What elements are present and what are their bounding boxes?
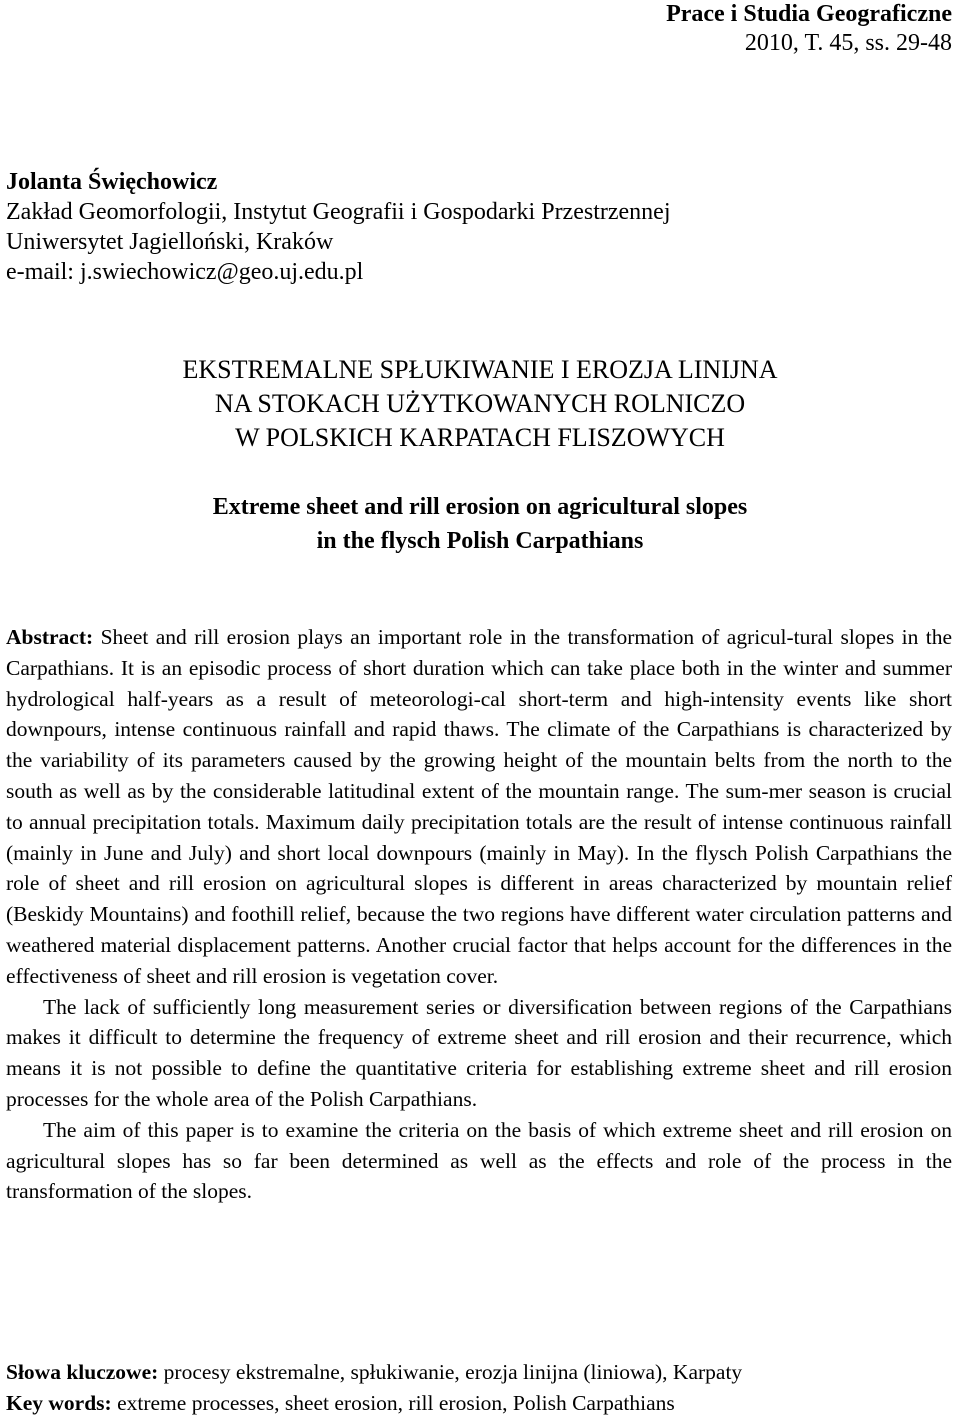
author-affiliation-2: Uniwersytet Jagielloński, Kraków — [6, 229, 334, 255]
title-polish-line: EKSTREMALNE SPŁUKIWANIE I EROZJA LINIJNA — [182, 355, 778, 384]
keywords-english — [6, 1388, 952, 1419]
author-affiliation-1: Zakład Geomorfologii, Instytut Geografii i Gospodarki Przestrzennej — [6, 199, 671, 225]
author-email: e-mail: j.swiechowicz@geo.uj.edu.pl — [6, 259, 364, 285]
abstract-intro: Sheet and rill erosion plays an important role in the transformation of agricul-tural slopes in the Carpathians. — [6, 625, 953, 680]
abstract-paragraph-3: The aim of this paper is to examine the criteria on the basis of which extreme sheet and rill erosion on agricultural slopes has so far been determined as well as the effects and role of the process in the transformation of the slopes. — [6, 1117, 952, 1204]
keywords-polish-text: procesy ekstremalne, spłukiwanie, erozja linijna (liniowa), Karpaty — [163, 1360, 743, 1384]
journal-name: Prace i Studia Geograficzne — [666, 1, 952, 27]
abstract — [6, 622, 952, 1207]
title-polish-line: W POLSKICH KARPATACH FLISZOWYCH — [235, 423, 725, 452]
title-polish-line: NA STOKACH UŻYTKOWANYCH ROLNICZO — [214, 389, 746, 418]
abstract-paragraph-2: The lack of sufficiently long measurement series or diversification between regions of the Carpathians makes it difficult to determine the frequency of extreme sheet and rill erosion and their recurrence, which means it is not possible to define the quantitative criteria for establishing extreme sheet and rill erosion processes for the whole area of the Polish Carpathians. — [6, 994, 952, 1111]
abstract-label: Abstract: — [6, 625, 94, 649]
keywords-english-label: Key words: — [6, 1390, 112, 1415]
keywords-polish-label: Słowa kluczowe: — [6, 1360, 159, 1384]
abstract-paragraph-1 — [6, 622, 952, 992]
title-english-line: in the flysch Polish Carpathians — [316, 528, 644, 554]
journal-header — [666, 0, 952, 58]
title-english — [0, 490, 960, 558]
keywords — [6, 1357, 952, 1418]
journal-issue: 2010, T. 45, ss. 29-48 — [744, 30, 952, 56]
author-name: Jolanta Święchowicz — [6, 169, 218, 195]
keywords-english-text: extreme processes, sheet erosion, rill erosion, Polish Carpathians — [117, 1390, 675, 1415]
author-block — [6, 167, 671, 287]
title-english-line: Extreme sheet and rill erosion on agricultural slopes — [212, 494, 748, 520]
abstract-body: It is an episodic process of short duration which can take place both in the winter and summer hydrological half-years as a result of meteorologi-cal short-term and high-intensity events like short downpours, intense continuous rainfall and rapid thaws. The climate of the Carpathians is characterized by the variability of its parameters caused by the growing height of the mountain belts from the north to the south as well as by the considerable latitudinal extent of the mountain range. The sum-mer season is crucial to annual precipitation totals. Maximum daily precipitation totals are the result of intense continuous rainfall (mainly in June and July) and short local downpours (mainly in May). In the flysch Polish Carpathians the role of sheet and rill erosion on agricultural slopes is different in areas characterized by mountain relief (Beskidy Mountains) and foothill relief, because the two regions have different water circulation patterns and weathered material displacement patterns. Another crucial factor that helps account for the differences in the effectiveness of sheet and rill erosion is vegetation cover. — [6, 655, 952, 988]
title-polish — [0, 353, 960, 455]
keywords-polish — [6, 1357, 952, 1388]
